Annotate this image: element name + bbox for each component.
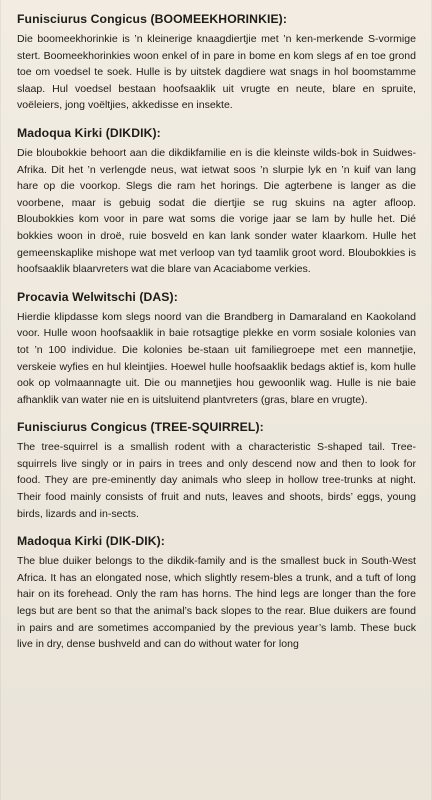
section-tree-squirrel-english xyxy=(15,418,416,522)
section-tree-squirrel-afrikaans xyxy=(15,10,416,114)
section-das-afrikaans xyxy=(15,288,416,409)
page-left-edge xyxy=(0,0,1,800)
section-dikdik-afrikaans xyxy=(15,124,416,278)
section-title: Funisciurus Congicus (BOOMEEKHORINKIE): xyxy=(17,12,288,26)
section-title: Madoqua Kirki (DIK-DIK): xyxy=(17,534,165,549)
section-body: The blue duiker belongs to the dikdik-family and is the smallest buck in South-West Africa. It has an elongated nose, which slightly resem-bles a trunk, and a tuft of long hair on its forehead. Only the ram has horns. The hind legs are longer than the fore legs but are bent so that the animal’s back slopes to the rear. Blue duikers are found in pairs and are sometimes accompanied by the previous year’s lamb. These buck live in dry, dense bushveld and can do without water for long xyxy=(17,555,416,651)
section-title: Procavia Welwitschi (DAS): xyxy=(17,289,178,304)
section-body: Die boomeekhorinkie is ’n kleinerige knaagdiertjie met ’n ken-merkende S-vormige stert. Boomeekhorinkies woon enkel of in pare in bome en kom slegs af en toe grond toe om voedsel te soek. Hulle is by uitstek dagdiere wat snags in hol boomstamme slaap. Hul voedsel bestaan hoofsaaklik uit vrugte en neute, blare en spruite, voëleiers, jong voëltjies, akkedisse en insekte. xyxy=(17,33,416,112)
section-title: Madoqua Kirki (DIKDIK): xyxy=(17,125,161,140)
section-body: The tree-squirrel is a smallish rodent with a characteristic S-shaped tail. Tree-squirrels live singly or in pairs in trees and only descend now and then to look for food. They are pre-eminently day animals who sleep in hollow tree-trunks at night. Their food mainly consists of fruit and nuts, leaves and shoots, birds’ eggs, young birds, lizards and in-sects. xyxy=(17,441,416,520)
section-body: Hierdie klipdasse kom slegs noord van die Brandberg in Damaraland en Kaokoland voor. Hulle woon hoofsaaklik in baie rotsagtige plekke en vorm sosiale kolonies van tot ’n 100 individue. Die kolonies be-staan uit familiegroepe met een mannetjie, verskeie wyfies en hul kleintjies. Hoewel hulle hoofsaaklik bedags aktief is, kom hulle ook op volmaannagte uit. Die ou mannetjies hou gewoonlik wag. Hulle is nie baie afhanklik van water nie en is uitsluitend plantvreters (gras, blare en vrugte). xyxy=(17,310,416,406)
section-title: Funisciurus Congicus (TREE-SQUIRREL): xyxy=(17,420,264,435)
section-dikdik-english xyxy=(15,532,416,653)
section-body: Die bloubokkie behoort aan die dikdikfamilie en is die kleinste wilds-bok in Suidwes-Afrika. Dit het ’n verlengde neus, wat ietwat soos ’n slurpie lyk en ’n kuif van lang hare op die voorkop. Slegs die ram het horings. Die agterbene is langer as die voorbene, maar is gebuig sodat die diertjie se rug skuins na agter afloop. Bloubokkies kom voor in pare wat soms die vorige jaar se lam by hulle het. Dié bokkies woon in droë, ruie bosveld en kan lank sonder water klaarkom. Hulle het gemeenskaplike mishope wat met verloop van tyd taamlik groot word. Bloubokkies is hoofsaaklik blaarvreters wat die blare van Acaciabome verkies. xyxy=(17,146,416,276)
